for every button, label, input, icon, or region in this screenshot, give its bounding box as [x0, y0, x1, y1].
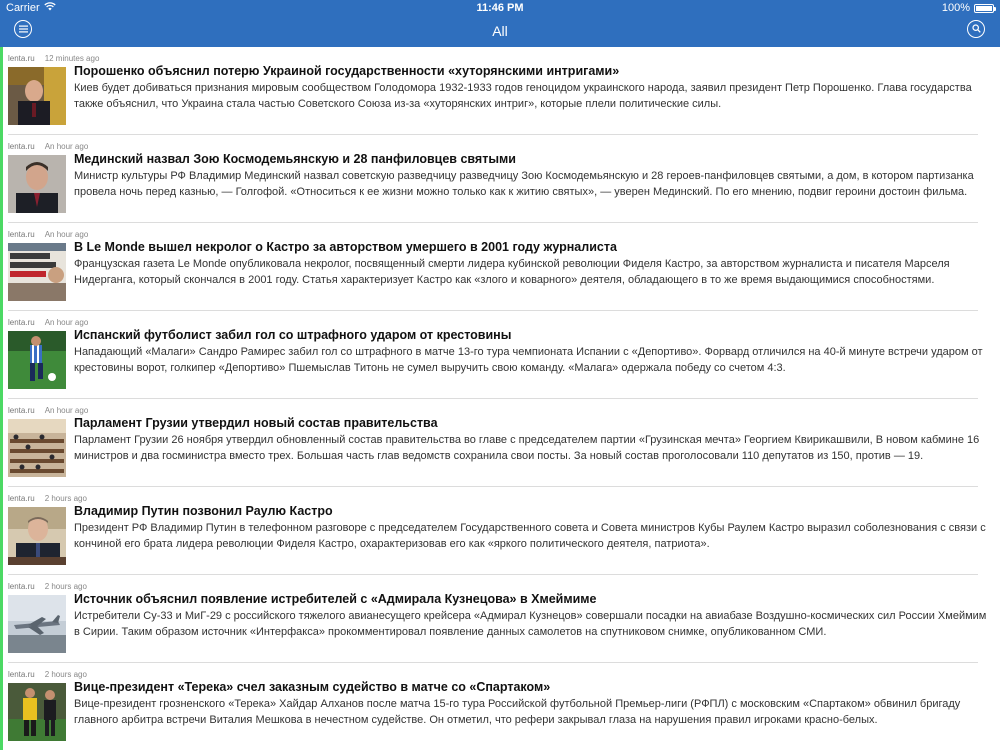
item-thumbnail[interactable] — [8, 507, 66, 565]
wifi-icon — [44, 2, 56, 14]
news-item[interactable] — [0, 575, 1000, 663]
item-thumbnail[interactable] — [8, 595, 66, 653]
item-time: 2 hours ago — [44, 494, 87, 503]
item-summary: Киев будет добиваться признания мировым сообществом Голодомора 1932-1933 годов геноцидом украинского народа, заявил президент Петр Порошенко. Глава государства также объяснил, что Украина стала частью Советского Союза из-за «хуторянских интриг», которые плели политические силы. — [74, 82, 972, 110]
item-time: An hour ago — [44, 406, 89, 415]
item-summary: Нападающий «Малаги» Сандро Рамирес забил гол со штрафного в матче 13-го тура чемпионата Испании с «Депортиво». Форвард отличился на 40-й минуте встречи ударом от крестовины ворот, голкипер «Депортиво» Пшемыслав Титонь не сумел выручить свою команду. «Малага» одержала победу со счетом 4:3. — [74, 346, 983, 374]
item-headline[interactable]: Испанский футболист забил гол со штрафного ударом от крестовины — [74, 328, 512, 342]
item-headline[interactable]: Мединский назвал Зою Космодемьянскую и 28 панфиловцев святыми — [74, 152, 516, 166]
news-item[interactable] — [0, 135, 1000, 223]
item-source: lenta.ru — [8, 142, 35, 151]
item-headline[interactable]: Источник объяснил появление истребителей с «Адмирала Кузнецова» в Хмеймиме — [74, 592, 597, 606]
item-meta — [8, 54, 99, 63]
item-thumbnail[interactable] — [8, 243, 66, 301]
item-source: lenta.ru — [8, 318, 35, 327]
item-time: 2 hours ago — [44, 582, 87, 591]
item-meta — [8, 406, 88, 415]
news-item[interactable] — [0, 311, 1000, 399]
item-thumbnail[interactable] — [8, 683, 66, 741]
battery-percent: 100% — [941, 2, 970, 14]
item-meta — [8, 494, 87, 503]
news-item[interactable] — [0, 663, 1000, 750]
page-title: All — [492, 23, 508, 39]
item-summary: Вице-президент грозненского «Терека» Хайдар Алханов после матча 15-го тура Российской футбольной Премьер-лиги (РФПЛ) с московским «Спартаком» обвинил бригаду главного арбитра встречи Виталия Мешкова в нечестном судействе. Он отметил, что рефери закрывал глаза на нарушения правил игроками красно-белых. — [74, 698, 961, 726]
item-source: lenta.ru — [8, 406, 35, 415]
carrier-label: Carrier — [6, 2, 40, 14]
item-summary: Парламент Грузии 26 ноября утвердил обновленный состав правительства во главе с председателем партии «Грузинская мечта» Георгием Квирикашвили, В новом кабмине 16 министров и два госминистра вместо трех. Большая часть глав ведомств сохранила свои посты. За новый состав проголосовали 110 депутатов из 150, против — 19. — [74, 434, 980, 462]
item-headline[interactable]: В Le Monde вышел некролог о Кастро за авторством умершего в 2001 году журналиста — [74, 240, 617, 254]
status-right — [942, 2, 994, 14]
item-headline[interactable]: Порошенко объяснил потерю Украиной государственности «хуторянскими интригами» — [74, 64, 620, 78]
item-meta — [8, 582, 87, 591]
item-source: lenta.ru — [8, 494, 35, 503]
item-thumbnail[interactable] — [8, 331, 66, 389]
item-meta — [8, 670, 87, 679]
search-icon — [972, 20, 981, 38]
item-source: lenta.ru — [8, 582, 35, 591]
item-summary: Истребители Су-33 и МиГ-29 с российского тяжелого авианесущего крейсера «Адмирал Кузнецов» совершали посадки на авиабазе Воздушно-космических сил России Хмеймим в Сирии. Таким образом источник «Интерфакса» прокомментировал появление данных самолетов на спутниковом снимке, опубликованном СМИ. — [74, 610, 987, 638]
menu-button[interactable] — [14, 20, 32, 38]
accent-bar — [0, 47, 3, 750]
item-summary: Президент РФ Владимир Путин в телефонном разговоре с председателем Государственного совета и Совета министров Кубы Раулем Кастро выразил соболезнования с связи с кончиной его брата лидера революции Фиделя Кастро, охарактеризовав его как «яркого политического деятеля, патриота». — [74, 522, 986, 550]
item-headline[interactable]: Парламент Грузии утвердил новый состав правительства — [74, 416, 438, 430]
item-headline[interactable]: Владимир Путин позвонил Раулю Кастро — [74, 504, 333, 518]
item-meta — [8, 142, 88, 151]
item-time: 2 hours ago — [44, 670, 87, 679]
item-thumbnail[interactable] — [8, 419, 66, 477]
status-bar — [0, 0, 1000, 16]
item-summary: Министр культуры РФ Владимир Мединский назвал советскую разведчицу разведчицу Зою Космодемьянскую и 28 героев-панфиловцев святыми, а дом, в котором партизанка провела ночь перед казнью, — Голгофой. «Относиться к ее жизни можно только как к житию святых», — уверен Мединский. По его мнению, подвиг героини достоин фильма. — [74, 170, 974, 198]
item-source: lenta.ru — [8, 670, 35, 679]
item-summary: Французская газета Le Monde опубликовала некролог, посвященный смерти лидера кубинской революции Фиделя Кастро, за авторством журналиста и писателя Марселя Нидерганга, который скончался в 2001 году. Статья характеризует Кастро как «злого и коварного» деятеля, обладающего в то же время выдающимися способностями. — [74, 258, 950, 286]
status-left — [6, 2, 56, 14]
news-item[interactable] — [0, 399, 1000, 487]
item-headline[interactable]: Вице-президент «Терека» счел заказным судейство в матче со «Спартаком» — [74, 680, 551, 694]
item-source: lenta.ru — [8, 54, 35, 63]
news-feed[interactable] — [0, 47, 1000, 750]
item-meta — [8, 230, 88, 239]
item-thumbnail[interactable] — [8, 155, 66, 213]
news-item[interactable] — [0, 487, 1000, 575]
battery-icon — [974, 4, 994, 13]
item-thumbnail[interactable] — [8, 67, 66, 125]
item-time: 12 minutes ago — [44, 54, 100, 63]
item-time: An hour ago — [44, 318, 89, 327]
hamburger-menu-icon — [19, 20, 28, 38]
search-button[interactable] — [967, 20, 985, 38]
item-time: An hour ago — [44, 230, 89, 239]
status-time: 11:46 PM — [476, 2, 524, 14]
navigation-bar — [0, 16, 1000, 47]
news-item[interactable] — [0, 47, 1000, 135]
item-source: lenta.ru — [8, 230, 35, 239]
item-meta — [8, 318, 88, 327]
news-item[interactable] — [0, 223, 1000, 311]
item-time: An hour ago — [44, 142, 89, 151]
